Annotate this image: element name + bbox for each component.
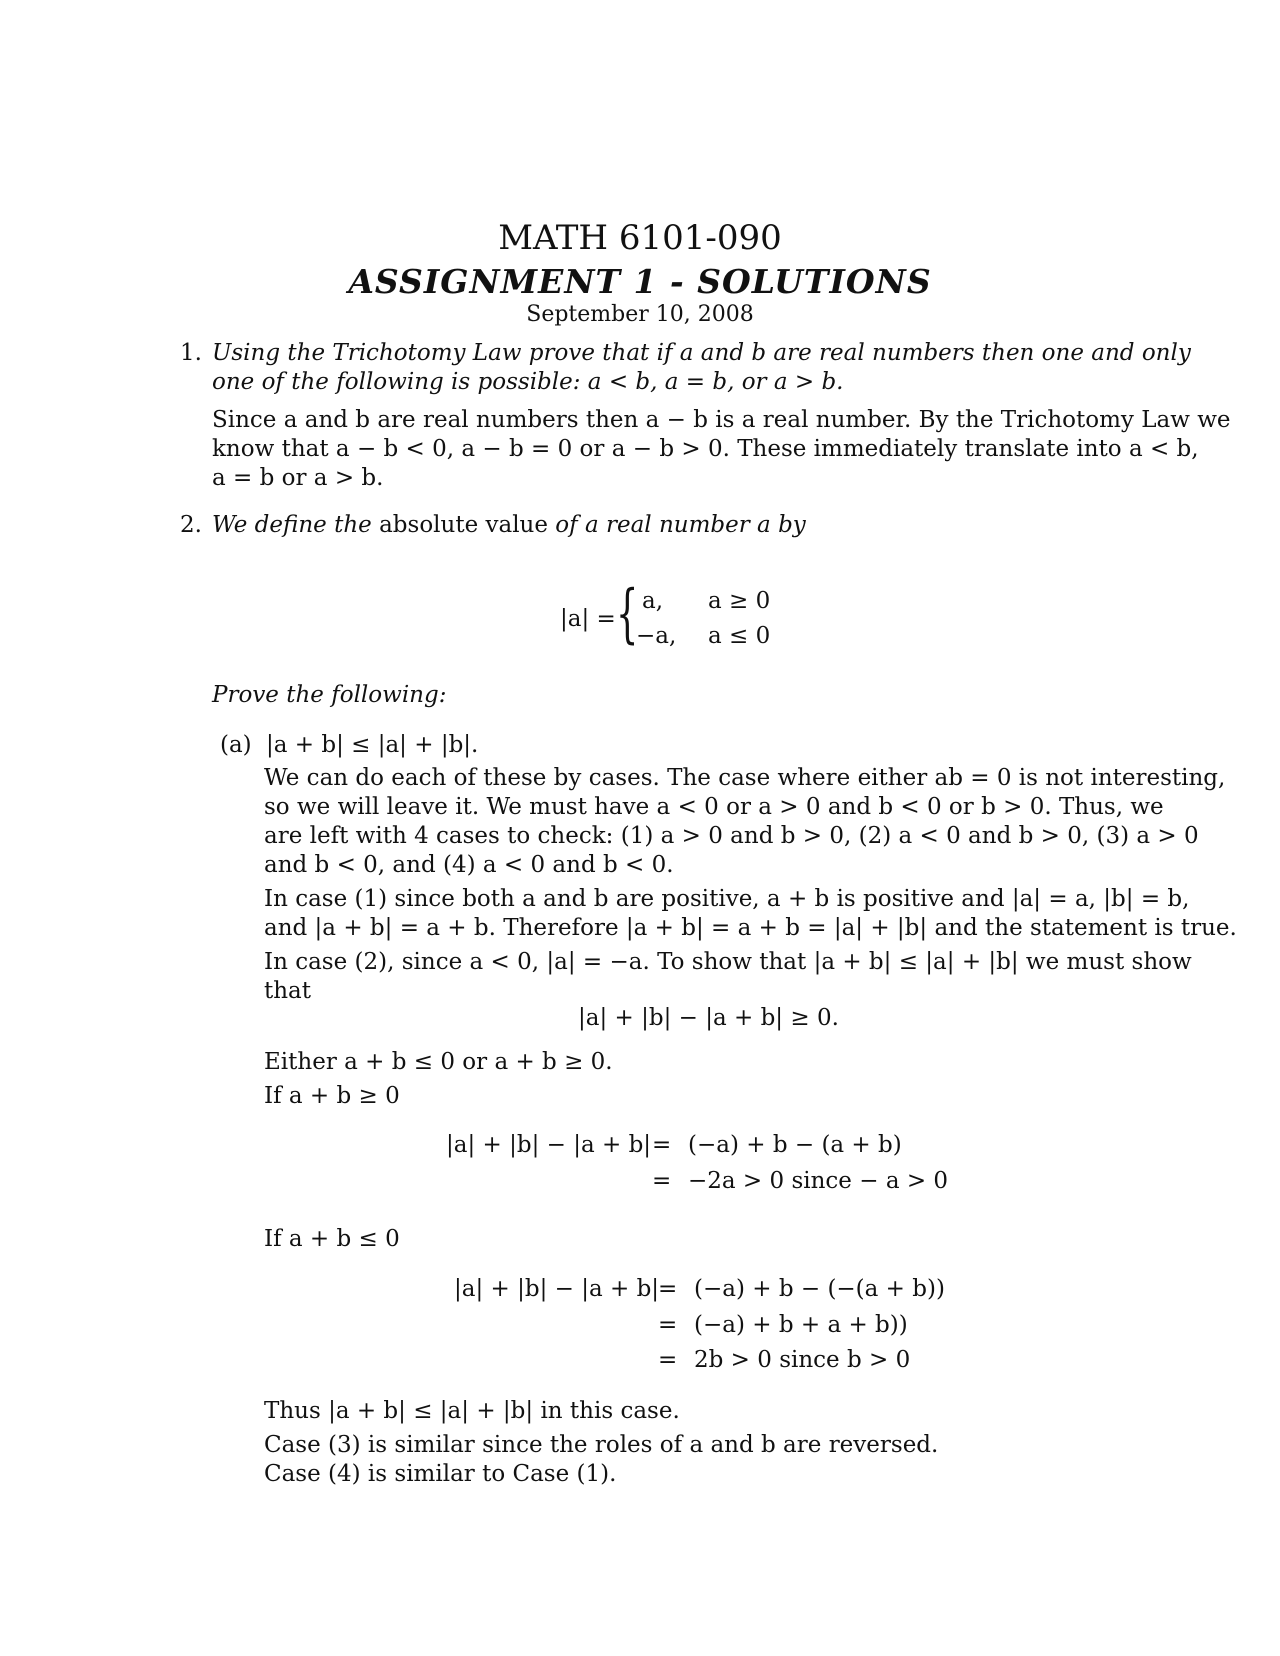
para2-line-1: In case (1) since both a and b are positive, a + b is positive and |a| = a, |b| = b, [264, 886, 1190, 912]
definition-lhs: |a| = [560, 606, 616, 632]
absolute-value-term: absolute value [379, 512, 548, 538]
problem-2-prompt-post: of a real number a by [547, 512, 806, 538]
para1-line-3: are left with 4 cases to check: (1) a > 0 and b > 0, (2) a < 0 and b > 0, (3) a > 0 [264, 823, 1199, 849]
align2-row2-rel: = [658, 1312, 678, 1338]
para2-line-2: and |a + b| = a + b. Therefore |a + b| = a + b = |a| + |b| and the statement is true. [264, 915, 1237, 941]
align1-row2-rhs: −2a > 0 since − a > 0 [688, 1168, 949, 1194]
problem-2-prompt [212, 510, 806, 540]
course-title: MATH 6101-090 [498, 218, 782, 258]
problem-1-number: 1. [180, 340, 202, 366]
align2-row1-rhs: (−a) + b − (−(a + b)) [694, 1276, 945, 1302]
para1-line-2: so we will leave it. We must have a < 0 or a > 0 and b < 0 or b > 0. Thus, we [264, 794, 1164, 820]
problem-1-solution-line-1: Since a and b are real numbers then a − b is a real number. By the Trichotomy Law we [212, 407, 1231, 433]
align2-lhs: |a| + |b| − |a + b| [454, 1276, 660, 1302]
if-sum-nonnegative: If a + b ≥ 0 [264, 1083, 400, 1109]
align1-row2-rel: = [652, 1168, 672, 1194]
para3-line-2: that [264, 978, 312, 1004]
prove-the-following: Prove the following: [212, 682, 447, 708]
para3-line-1: In case (2), since a < 0, |a| = −a. To show that |a + b| ≤ |a| + |b| we must show [264, 949, 1192, 975]
para1-line-4: and b < 0, and (4) a < 0 and b < 0. [264, 852, 674, 878]
align1-row1-rhs: (−a) + b − (a + b) [688, 1132, 902, 1158]
align2-row3-rel: = [658, 1347, 678, 1373]
assignment-title: ASSIGNMENT 1 - SOLUTIONS [348, 262, 932, 301]
definition-case-1-value: a, [642, 588, 664, 614]
align2-row1-rel: = [658, 1276, 678, 1302]
para1-line-1: We can do each of these by cases. The case where either ab = 0 is not interesting, [264, 765, 1226, 791]
problem-1-solution-line-3: a = b or a > b. [212, 465, 384, 491]
conclusion-line-1: Thus |a + b| ≤ |a| + |b| in this case. [264, 1398, 680, 1424]
align1-row1-rel: = [652, 1132, 672, 1158]
conclusion-line-2: Case (3) is similar since the roles of a and b are reversed. [264, 1432, 939, 1458]
left-brace-icon: { [616, 577, 639, 651]
part-a-statement: |a + b| ≤ |a| + |b|. [266, 732, 479, 758]
assignment-date: September 10, 2008 [526, 302, 754, 327]
problem-2-prompt-pre: We define the [212, 512, 380, 538]
problem-1-prompt-line-1: Using the Trichotomy Law prove that if a and b are real numbers then one and only [212, 340, 1191, 366]
definition-case-1-condition: a ≥ 0 [708, 588, 771, 614]
display-inequality: |a| + |b| − |a + b| ≥ 0. [578, 1005, 839, 1031]
definition-case-2-value: −a, [636, 623, 677, 649]
definition-case-2-condition: a ≤ 0 [708, 623, 771, 649]
conclusion-line-3: Case (4) is similar to Case (1). [264, 1461, 617, 1487]
either-case: Either a + b ≤ 0 or a + b ≥ 0. [264, 1049, 613, 1075]
problem-2-number: 2. [180, 512, 202, 538]
align2-row3-rhs: 2b > 0 since b > 0 [694, 1347, 911, 1373]
align1-lhs: |a| + |b| − |a + b| [446, 1132, 652, 1158]
align2-row2-rhs: (−a) + b + a + b)) [694, 1312, 908, 1338]
part-a-label: (a) [220, 732, 252, 758]
problem-1-prompt-line-2: one of the following is possible: a < b, a = b, or a > b. [212, 369, 844, 395]
if-sum-nonpositive: If a + b ≤ 0 [264, 1226, 400, 1252]
problem-1-solution-line-2: know that a − b < 0, a − b = 0 or a − b > 0. These immediately translate into a < b, [212, 436, 1199, 462]
